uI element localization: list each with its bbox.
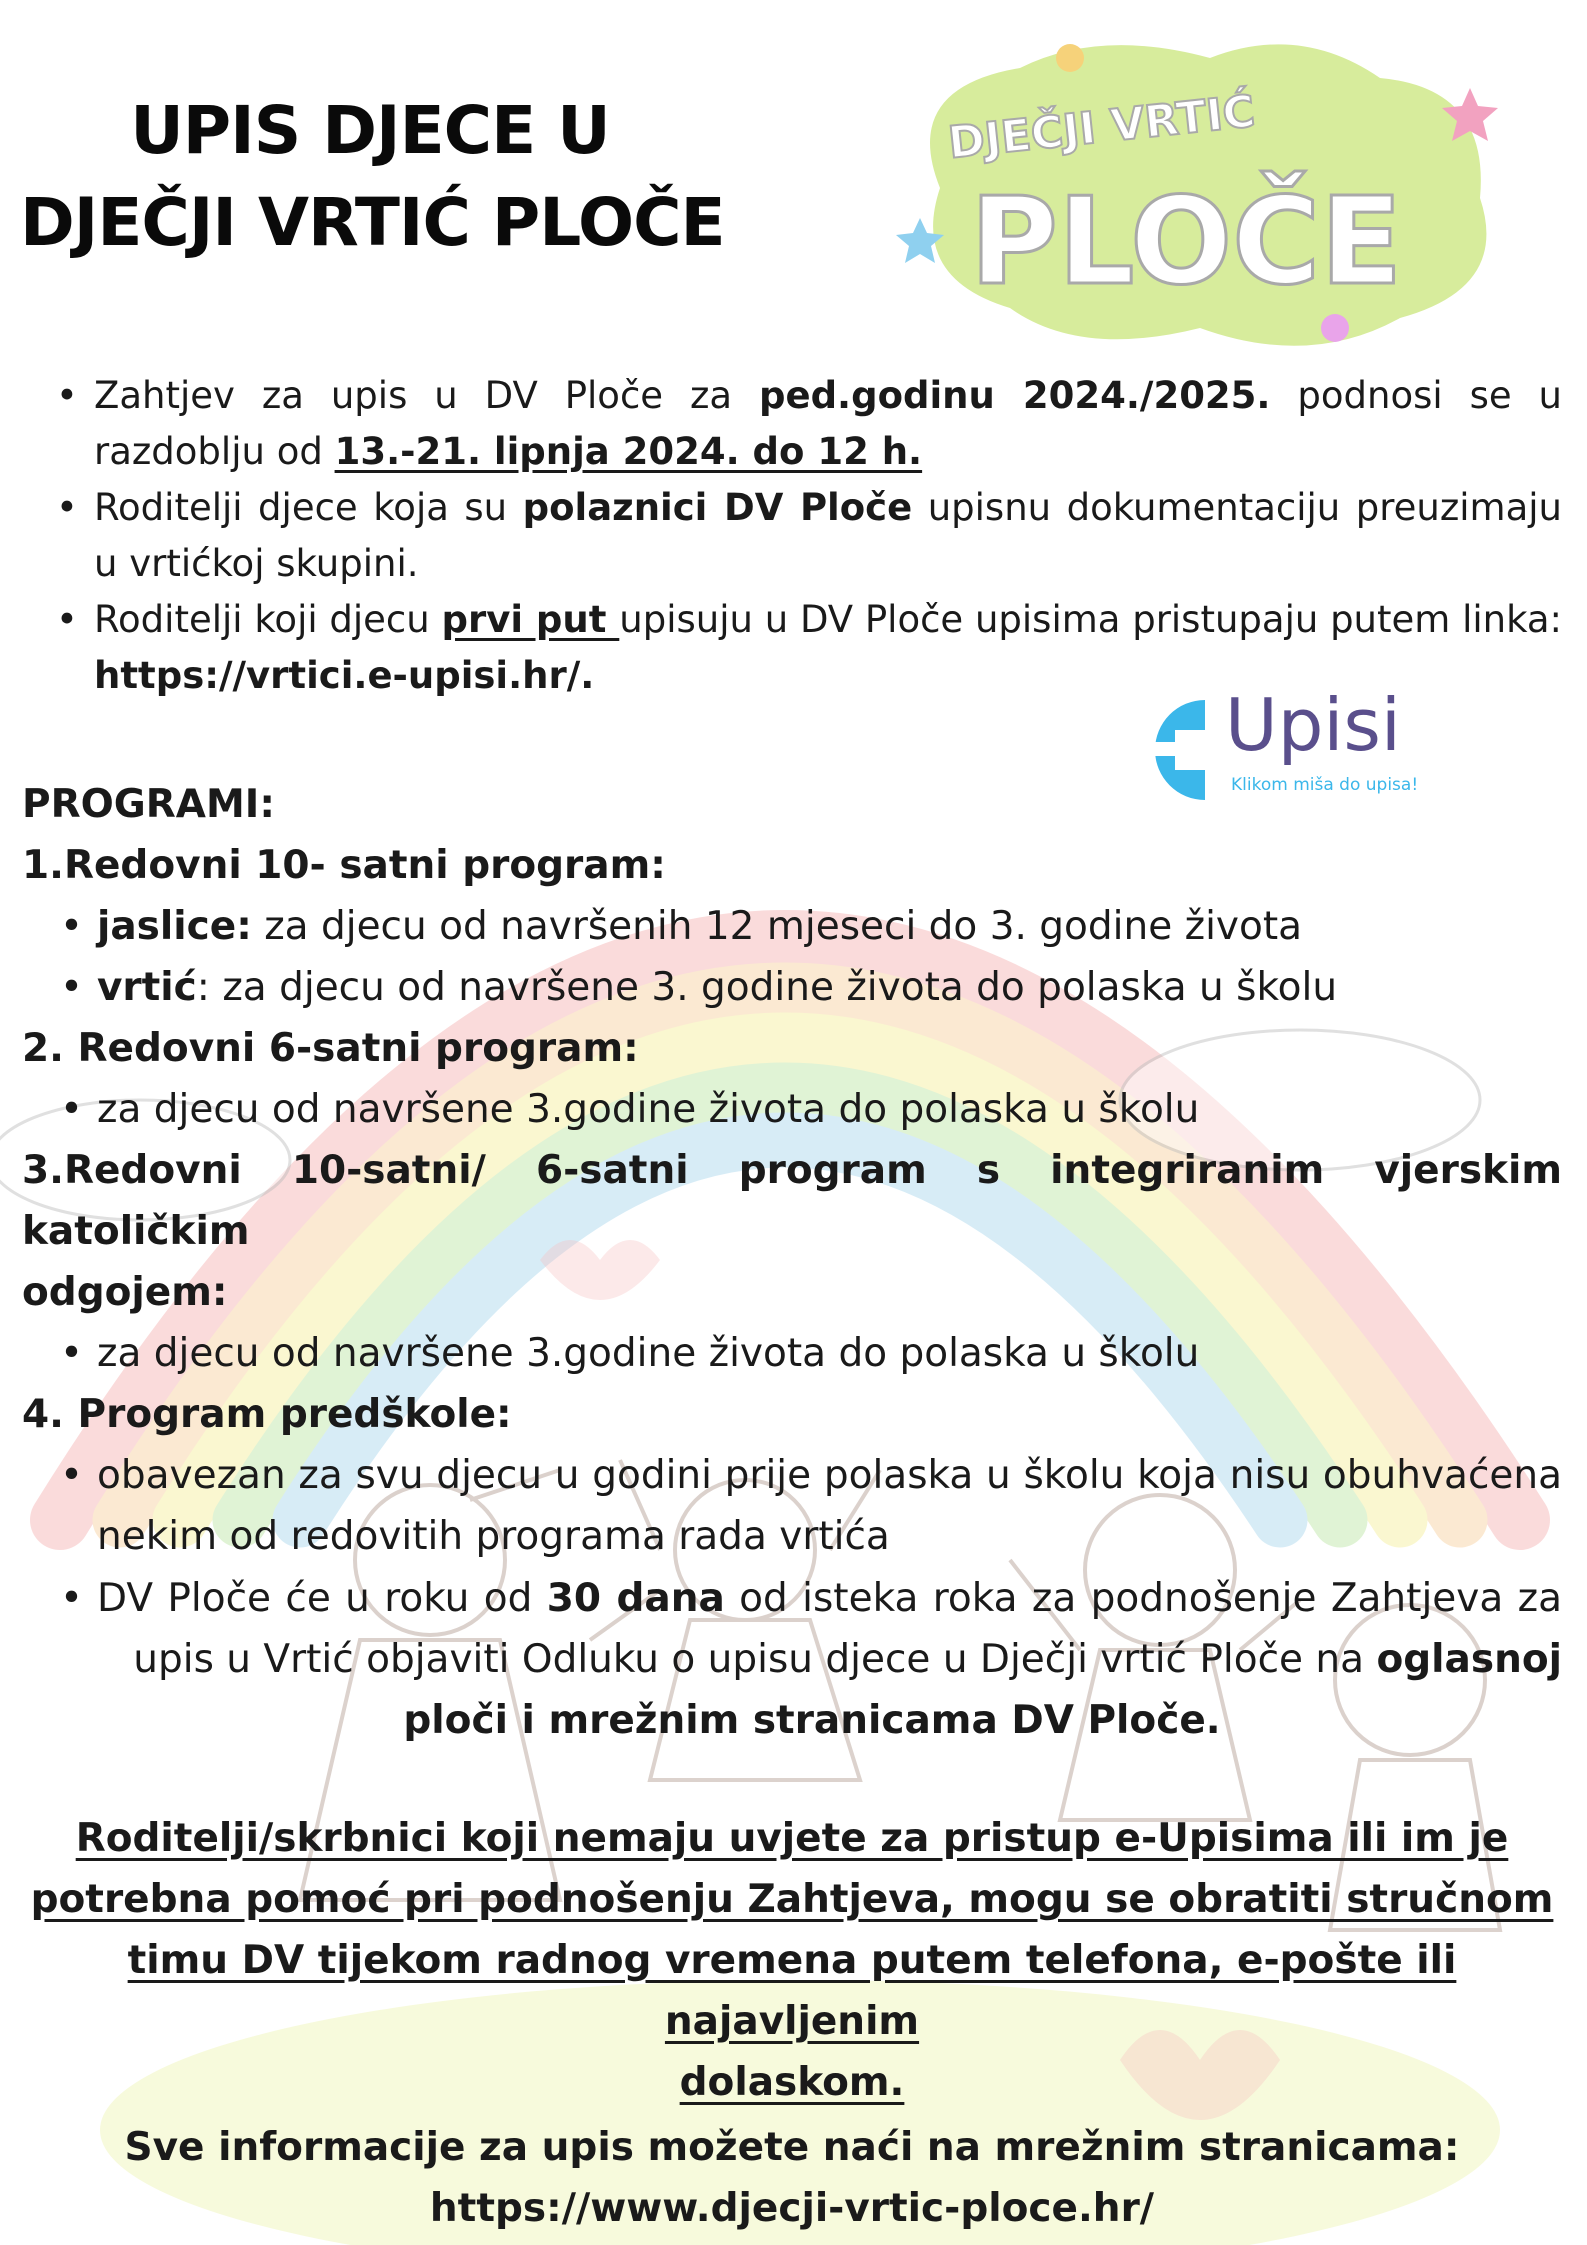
help-notice (22, 1808, 1562, 2113)
programs-section (22, 774, 1562, 1567)
intro-list (52, 368, 1562, 704)
help-line-2: potrebna pomoć pri podnošenju Zahtjeva, mogu se obratiti stručnom (30, 1877, 1554, 1922)
program-3-title-cont: odgojem: (22, 1270, 228, 1315)
notice-line-1: • DV Ploče će u roku od 30 dana od isteka roka za podnošenje Zahtjeva za (22, 1568, 1562, 1629)
upisi-logo-tagline: Klikom miša do upisa! (1231, 775, 1419, 795)
application-deadline: 13.-21. lipnja 2024. do 12 h. (334, 430, 923, 473)
decision-notice (22, 1568, 1562, 1751)
program-1-nursery: • jaslice: za djecu od navršenih 12 mjeseci do 3. godine života (22, 896, 1562, 957)
notice-line-3: ploči i mrežnim stranicama DV Ploče. (403, 1698, 1221, 1743)
footer-info: Sve informacije za upis možete naći na mrežnim stranicama: (124, 2125, 1460, 2170)
program-4-item: • obavezan za svu djecu u godini prije polaska u školu koja nisu obuhvaćena nekim od redovitih programa rada vrtića (22, 1445, 1562, 1567)
help-line-1: Roditelji/skrbnici koji nemaju uvjete za pristup e-Upisima ili im je (75, 1816, 1509, 1861)
flower-icon (1056, 44, 1084, 72)
program-3-item: • za djecu od navršene 3.godine života do polaska u školu (22, 1323, 1562, 1384)
page-title (20, 85, 725, 269)
intro-item-current-attendees: • Roditelji djece koja su polaznici DV Ploče upisnu dokumentaciju preuzimaju u vrtićkoj skupini. (52, 480, 1562, 592)
notice-line-2: upis u Vrtić objaviti Odluku o upisu djece u Dječji vrtić Ploče na oglasnoj (133, 1637, 1562, 1682)
flower-icon (1321, 314, 1349, 342)
program-2-title: 2. Redovni 6-satni program: (22, 1026, 639, 1071)
logo-line1: DJEČJI VRTIĆ (945, 86, 1258, 169)
footer (22, 2117, 1562, 2239)
help-line-3: timu DV tijekom radnog vremena putem telefona, e-pošte ili najavljenim (127, 1938, 1457, 2044)
program-1-kindergarten: • vrtić: za djecu od navršene 3. godine života do polaska u školu (22, 957, 1562, 1018)
upisi-logo-name: Upisi (1225, 690, 1401, 767)
title-line-2: DJEČJI VRTIĆ PLOČE (20, 184, 725, 261)
website-link[interactable]: https://www.djecji-vrtic-ploce.hr/ (429, 2186, 1155, 2231)
kindergarten-logo (880, 28, 1520, 368)
logo-line2: PLOČE (970, 173, 1403, 312)
help-line-4: dolaskom. (679, 2060, 905, 2105)
programs-heading: PROGRAMI: (22, 782, 275, 827)
title-line-1: UPIS DJECE U (130, 92, 610, 169)
intro-item-first-time: • Roditelji koji djecu prvi put upisuju u DV Ploče upisima pristupaju putem linka: https://vrtici.e-upisi.hr/. (52, 592, 1562, 704)
e-upisi-link[interactable]: https://vrtici.e-upisi.hr/. (94, 654, 595, 697)
program-1-title: 1.Redovni 10- satni program: (22, 843, 666, 888)
program-3-title: 3.Redovni 10-satni/ 6-satni program s integriranim vjerskim katoličkim (22, 1148, 1562, 1254)
program-2-item: • za djecu od navršene 3.godine života do polaska u školu (22, 1079, 1562, 1140)
intro-item-application-period: • Zahtjev za upis u DV Ploče za ped.godinu 2024./2025. podnosi se u razdoblju od 13.-21. lipnja 2024. do 12 h. (52, 368, 1562, 480)
program-4-title: 4. Program predškole: (22, 1392, 512, 1437)
